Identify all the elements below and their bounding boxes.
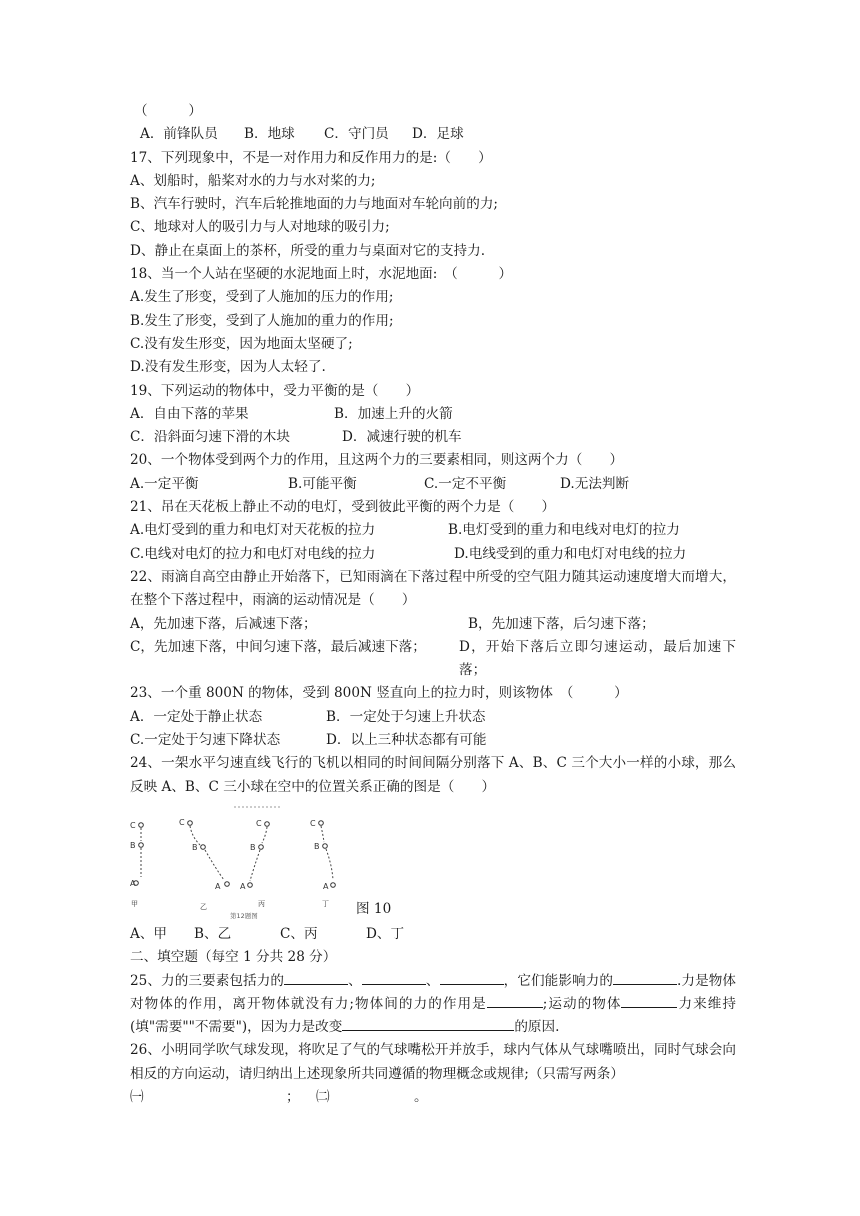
q24-figure	[130, 805, 736, 923]
q21-option-d: D.电线受到的重力和电灯对电线的拉力	[454, 545, 687, 562]
jia-label-c: C	[130, 820, 136, 830]
yi-label-c: C	[179, 817, 185, 827]
q24-stem: 24、一架水平匀速直线飞行的飞机以相同的时间间隔分别落下 A、B、C 三个大小一样的小球，那么反映 A、B、C 三小球在空中的位置关系正确的图是（ ）	[130, 755, 736, 795]
yi-ball-a	[225, 882, 230, 887]
q20-stem: 20、一个物体受到两个力的作用，且这两个力的三要素相同，则这两个力（ ）	[130, 452, 624, 469]
panel-label-yi: 乙	[200, 902, 207, 911]
q16-option-a: A．前锋队员	[140, 126, 218, 143]
bing-ball-c	[265, 822, 270, 827]
q19-options-row2	[130, 426, 736, 449]
figure-footer: 第12题图	[230, 911, 258, 920]
yi-ball-b	[201, 845, 206, 850]
q16-options	[130, 123, 736, 146]
q25-blank-7[interactable]	[342, 1016, 514, 1031]
q25-blank-6[interactable]	[621, 993, 677, 1008]
q20-option-a: A.一定平衡	[130, 475, 199, 492]
jia-ball-c	[139, 823, 144, 828]
q23-options-row1	[130, 706, 736, 729]
q17-stem: 17、下列现象中，不是一对作用力和反作用力的是:（ ）	[130, 149, 492, 166]
q22-option-d-wrap	[130, 636, 736, 683]
bing-label-c: C	[256, 818, 262, 828]
figure-caption: 图 10	[356, 900, 392, 917]
panel-ding	[310, 819, 335, 908]
q17-option-b: B、汽车行驶时，汽车后轮推地面的力与地面对车轮向前的力;	[130, 196, 499, 213]
q23-option-a: A．一定处于静止状态	[130, 708, 263, 725]
ding-label-c: C	[310, 818, 316, 828]
q25-blank-3[interactable]	[440, 970, 504, 985]
q26-item2-marker: ㈡	[316, 1088, 330, 1105]
q26-item1-marker: ㈠	[130, 1088, 144, 1105]
q19-options-row1	[130, 403, 736, 426]
jia-label-b: B	[130, 840, 136, 850]
q19-option-a: A．自由下落的苹果	[130, 405, 249, 422]
q25-blank-2[interactable]	[362, 970, 426, 985]
q20-option-d: D.无法判断	[560, 475, 630, 492]
panel-label-ding: 丁	[322, 899, 329, 908]
q18-option-d: D.没有发生形变，因为人太轻了.	[130, 359, 326, 376]
q22-options-row1	[130, 613, 736, 636]
q18-option-c: C.没有发生形变，因为地面太坚硬了;	[130, 335, 353, 352]
q16-paren-line	[130, 100, 736, 123]
jia-ball-b	[139, 843, 144, 848]
jia-label-a: A	[130, 878, 136, 888]
q25-blank-1[interactable]	[284, 970, 348, 985]
panel-bing	[230, 819, 269, 920]
q24-option-d: D、丁	[366, 925, 405, 942]
q17-option-c: C、地球对人的吸引力与人对地球的吸引力;	[130, 219, 390, 236]
q19-option-d: D．减速行驶的机车	[342, 429, 462, 446]
q25-sep2: 、	[425, 972, 440, 989]
exam-page	[130, 100, 736, 1109]
q26-stem: 26、小明同学吹气球发现，将吹足了气的气球嘴松开并放手，球内气体从气球嘴喷出，同时气球会向相反的方向运动，请归纳出上述现象所共同遵循的物理概念或规律;（只需写两条）	[130, 1042, 736, 1082]
q25-part1: 25、力的三要素包括力的	[130, 972, 285, 989]
q25-part3: .力是物体对物体的作用，离开物体就没有力;物体间的力的作用是	[130, 972, 737, 1012]
q25-blank-5[interactable]	[487, 993, 543, 1008]
q23-option-d: D．以上三种状态都有可能	[326, 732, 487, 749]
q21-option-b: B.电灯受到的重力和电线对电灯的拉力	[448, 522, 680, 539]
yi-label-b: B	[192, 842, 198, 852]
q23-stem: 23、一个重 800N 的物体，受到 800N 竖直向上的拉力时，则该物体 （ ）	[130, 685, 628, 702]
q23-option-b: B．一定处于匀速上升状态	[326, 708, 486, 725]
ding-label-b: B	[314, 841, 320, 851]
q22-option-a: A，先加速下落，后减速下落；	[130, 615, 317, 632]
q22-option-c: C，先加速下落，中间匀速下落，最后减速下落；	[130, 638, 426, 655]
q25-part5: 力来维持(填"需要""不需要")，因为力是改变	[130, 995, 737, 1036]
q24-option-a: A、甲	[130, 925, 168, 942]
q25-part2: ，它们能影响力的	[503, 972, 614, 989]
section2-title: 二、填空题（每空 1 分共 28 分）	[130, 949, 337, 966]
q25-text	[130, 970, 736, 1040]
panel-yi	[179, 818, 229, 911]
q17-option-d: D、静止在桌面上的茶杯，所受的重力与桌面对它的支持力.	[130, 242, 486, 259]
yi-label-a: A	[215, 881, 221, 891]
q22-option-b: B，先加速下落，后匀速下落；	[468, 615, 655, 632]
q26-end: 。	[414, 1088, 428, 1105]
q23-options-row2	[130, 729, 736, 752]
q25-blank-4[interactable]	[613, 970, 677, 985]
q21-stem: 21、吊在天花板上静止不动的电灯，受到彼此平衡的两个力是（ ）	[130, 499, 556, 516]
ding-ball-b	[323, 844, 328, 849]
q18-option-b: B.发生了形变，受到了人施加的重力的作用;	[130, 312, 394, 329]
panel-label-bing: 丙	[258, 899, 265, 908]
q26-answers	[130, 1086, 736, 1109]
q25-sep1: 、	[348, 972, 362, 989]
q20-options	[130, 473, 736, 496]
ding-ball-a	[331, 883, 336, 888]
q21-option-a: A.电灯受到的重力和电灯对天花板的拉力	[130, 522, 376, 539]
ding-label-a: A	[323, 881, 329, 891]
q19-option-b: B．加速上升的火箭	[334, 405, 453, 422]
q21-option-c: C.电线对电灯的拉力和电灯对电线的拉力	[130, 545, 376, 562]
yi-ball-c	[188, 821, 193, 826]
q24-option-c: C、丙	[280, 925, 318, 942]
q18-stem: 18、当一个人站在坚硬的水泥地面上时，水泥地面: （ ）	[130, 266, 513, 283]
ding-ball-c	[319, 821, 324, 826]
q22-stem: 22、雨滴自高空由静止开始落下，已知雨滴在下落过程中所受的空气阻力随其运动速度增大而增大，在整个下落过程中，雨滴的运动情况是（ ）	[130, 568, 736, 609]
q19-stem: 19、下列运动的物体中，受力平衡的是（ ）	[130, 382, 420, 399]
q23-option-c: C.一定处于匀速下降状态	[130, 732, 281, 749]
q20-option-c: C.一定不平衡	[424, 475, 507, 492]
bing-label-a: A	[240, 881, 246, 891]
q19-option-c: C．沿斜面匀速下滑的木块	[130, 429, 290, 446]
bing-ball-b	[259, 845, 264, 850]
panel-label-jia: 甲	[131, 899, 138, 908]
panel-jia	[130, 821, 143, 908]
q18-option-a: A.发生了形变，受到了人施加的压力的作用;	[130, 289, 394, 306]
q17-option-a: A、划船时，船桨对水的力与水对桨的力;	[130, 172, 376, 189]
q21-options-row2	[130, 543, 736, 566]
q16-option-b: B．地球	[244, 126, 295, 143]
q26-sep: ；	[286, 1088, 300, 1105]
q22-option-d: D，开始下落后立即匀速运动，最后加速下落；	[459, 638, 736, 679]
q21-options-row1	[130, 519, 736, 542]
q16-option-d: D．足球	[412, 126, 464, 143]
q24-options	[130, 923, 736, 946]
bing-ball-a	[248, 883, 253, 888]
q25-part4: ;运动的物体	[542, 995, 622, 1012]
q20-option-b: B.可能平衡	[288, 475, 357, 492]
bing-label-b: B	[250, 842, 256, 852]
q16-answer-paren: （ ）	[134, 103, 202, 119]
trajectory-diagram	[130, 805, 360, 923]
q24-option-b: B、乙	[194, 925, 232, 942]
q16-option-c: C．守门员	[324, 126, 389, 143]
q25-part6: 的原因.	[514, 1019, 560, 1036]
